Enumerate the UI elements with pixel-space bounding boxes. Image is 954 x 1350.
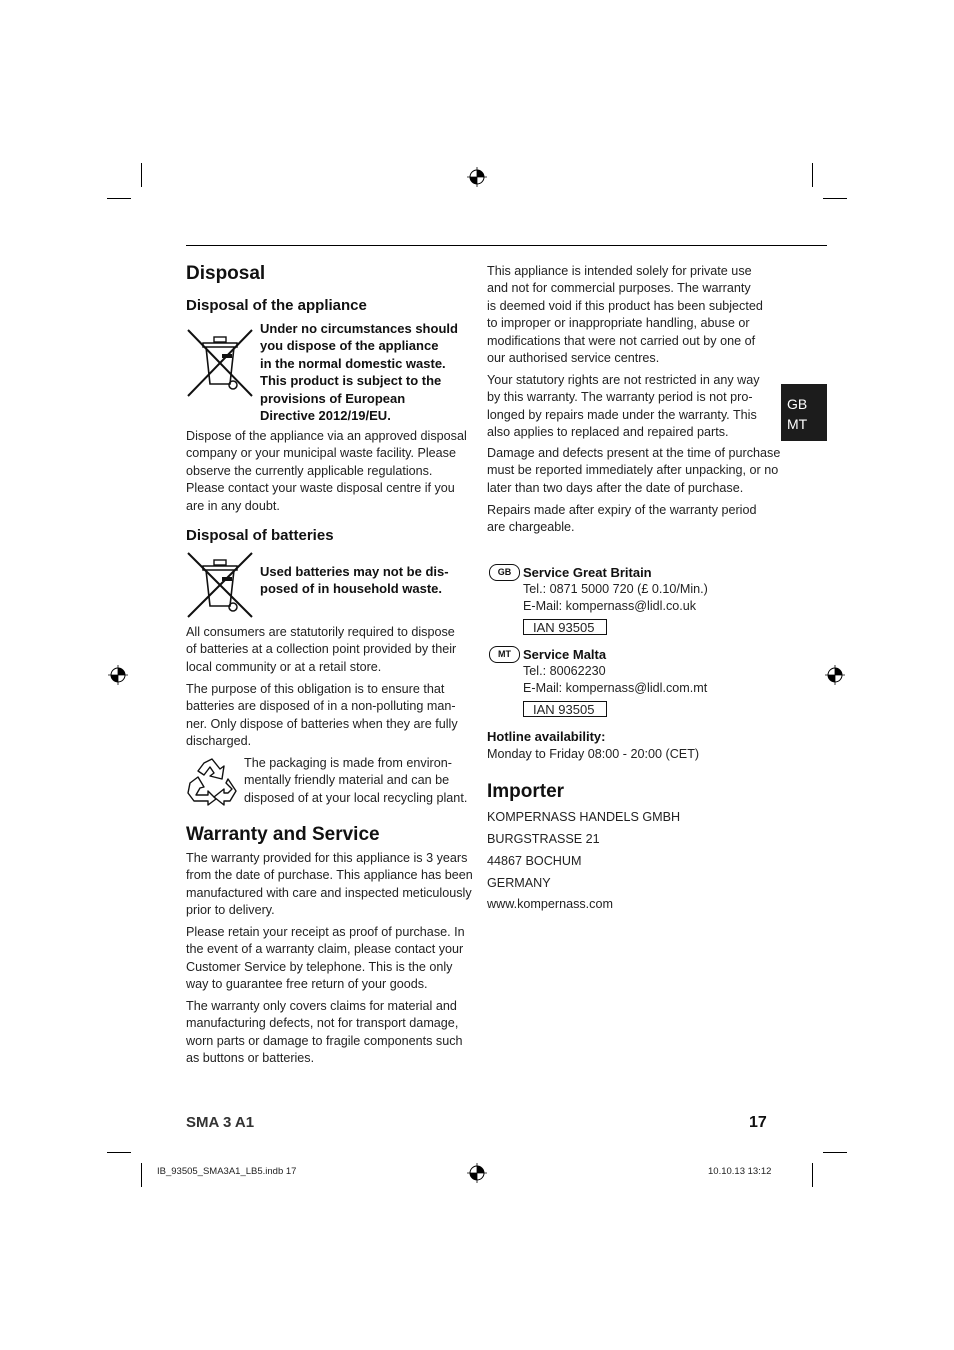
text-line: Your statutory rights are not restricted in any way bbox=[487, 373, 760, 387]
address-line: GERMANY bbox=[487, 876, 551, 890]
crop-mark bbox=[141, 1163, 142, 1187]
address-line: 44867 BOCHUM bbox=[487, 854, 582, 868]
service-gb-contact bbox=[523, 581, 708, 616]
service-mt-name: Service Malta bbox=[523, 647, 607, 662]
text-line: Please contact your waste disposal centre if you bbox=[186, 481, 455, 496]
warranty-text-2 bbox=[186, 924, 465, 994]
disposal-appliance-text bbox=[186, 428, 467, 515]
text-line: are in any doubt. bbox=[186, 498, 280, 513]
section-title-warranty: Warranty and Service bbox=[186, 824, 380, 845]
header-rule bbox=[186, 245, 827, 246]
text-line: mentally friendly material and can be bbox=[244, 773, 450, 788]
warning-line: posed of in household waste. bbox=[260, 581, 443, 597]
text-line: our authorised service centres. bbox=[487, 351, 660, 366]
text-line: This appliance is intended solely for private use bbox=[487, 264, 752, 278]
service-gb-email: E-Mail: kompernass@lidl.co.uk bbox=[523, 599, 697, 614]
text-line: manufactured with care and inspected meticulously bbox=[186, 885, 472, 900]
text-line: as buttons or batteries. bbox=[186, 1051, 315, 1066]
text-line: worn parts or damage to fragile components such bbox=[186, 1033, 463, 1048]
ian-box: IAN 93505 bbox=[523, 701, 607, 717]
text-line: prior to delivery. bbox=[186, 903, 275, 918]
service-mt-email: E-Mail: kompernass@lidl.com.mt bbox=[523, 681, 708, 696]
warning-line: in the normal domestic waste. bbox=[260, 355, 446, 371]
warning-batteries bbox=[260, 563, 449, 598]
text-line: Dispose of the appliance via an approved disposal bbox=[186, 429, 467, 443]
text-line: manufacturing defects, not for transport damage, bbox=[186, 1016, 459, 1031]
text-line: of batteries at a collection point provided by their bbox=[186, 642, 457, 657]
crop-mark bbox=[107, 198, 131, 199]
warranty-text-4 bbox=[487, 263, 763, 367]
warranty-text-3 bbox=[186, 998, 463, 1068]
text-line: The warranty only covers claims for material and bbox=[186, 999, 457, 1013]
text-line: Please retain your receipt as proof of purchase. In bbox=[186, 925, 465, 939]
crop-mark bbox=[812, 1163, 813, 1187]
crop-mark bbox=[812, 163, 813, 187]
warranty-text-7 bbox=[487, 502, 757, 537]
warning-line: This product is subject to the bbox=[260, 373, 442, 389]
text-line: also applies to replaced and repaired parts. bbox=[487, 425, 729, 440]
language-code: MT bbox=[787, 416, 808, 432]
ian-box: IAN 93505 bbox=[523, 619, 607, 635]
heading-disposal-appliance: Disposal of the appliance bbox=[186, 297, 367, 314]
service-gb-phone: Tel.: 0871 5000 720 (£ 0.10/Min.) bbox=[523, 582, 708, 596]
importer-website: www.kompernass.com bbox=[487, 897, 613, 911]
warranty-text-5 bbox=[487, 372, 760, 442]
text-line: by this warranty. The warranty period is not pro- bbox=[487, 390, 753, 405]
text-line: Repairs made after expiry of the warranty period bbox=[487, 503, 757, 517]
address-line: KOMPERNASS HANDELS GMBH bbox=[487, 810, 681, 824]
service-mt-contact bbox=[523, 663, 707, 698]
text-line: discharged. bbox=[186, 734, 252, 749]
registration-mark-icon bbox=[467, 167, 487, 187]
registration-mark-icon bbox=[467, 1163, 487, 1183]
warranty-text-6 bbox=[487, 445, 780, 497]
hotline-hours: Monday to Friday 08:00 - 20:00 (CET) bbox=[487, 747, 700, 761]
service-gb-name: Service Great Britain bbox=[523, 565, 652, 580]
text-line: way to guarantee free return of your goods. bbox=[186, 977, 428, 992]
crossed-bin-icon bbox=[186, 551, 254, 619]
text-line: is deemed void if this product has been subjected bbox=[487, 298, 763, 313]
language-code: GB bbox=[787, 396, 808, 412]
text-line: All consumers are statutorily required to dispose bbox=[186, 625, 455, 639]
crop-mark bbox=[107, 1152, 131, 1153]
text-line: batteries are disposed of in a non-polluting man- bbox=[186, 699, 456, 714]
country-badge-mt: MT bbox=[489, 646, 520, 663]
text-line: must be reported immediately after unpacking, or no bbox=[487, 463, 779, 478]
text-line: longed by repairs made under the warranty. This bbox=[487, 407, 757, 422]
warning-line: provisions of European bbox=[260, 390, 406, 406]
warranty-text-1 bbox=[186, 850, 473, 920]
text-line: and not for commercial purposes. The warranty bbox=[487, 281, 751, 296]
text-line: Customer Service by telephone. This is the only bbox=[186, 959, 453, 974]
address-line: BURGSTRASSE 21 bbox=[487, 832, 600, 846]
heading-disposal-batteries: Disposal of batteries bbox=[186, 527, 334, 544]
importer-address bbox=[487, 806, 680, 894]
registration-mark-icon bbox=[108, 665, 128, 685]
language-tab bbox=[781, 384, 827, 441]
text-line: later than two days after the date of purchase. bbox=[487, 480, 744, 495]
warning-line: Used batteries may not be dis- bbox=[260, 564, 449, 579]
text-line: Damage and defects present at the time of purchase bbox=[487, 446, 781, 460]
text-line: The packaging is made from environ- bbox=[244, 756, 452, 770]
text-line: ner. Only dispose of batteries when they are fully bbox=[186, 716, 458, 731]
crop-mark bbox=[823, 1152, 847, 1153]
service-mt-phone: Tel.: 80062230 bbox=[523, 664, 606, 678]
slug-date: 10.10.13 13:12 bbox=[708, 1166, 772, 1177]
country-badge-gb: GB bbox=[489, 564, 520, 581]
warning-appliance bbox=[260, 320, 458, 424]
recycling-icon bbox=[186, 757, 238, 807]
section-title-disposal: Disposal bbox=[186, 263, 266, 284]
registration-mark-icon bbox=[825, 665, 845, 685]
page-number: 17 bbox=[749, 1114, 767, 1131]
crop-mark bbox=[141, 163, 142, 187]
text-line: local community or at a retail store. bbox=[186, 659, 382, 674]
text-line: The warranty provided for this appliance is 3 years bbox=[186, 851, 468, 865]
hotline-label: Hotline availability: bbox=[487, 729, 606, 744]
text-line: are chargeable. bbox=[487, 520, 575, 535]
text-line: The purpose of this obligation is to ensure that bbox=[186, 682, 445, 696]
warning-line: you dispose of the appliance bbox=[260, 338, 439, 354]
text-line: company or your municipal waste facility. Please bbox=[186, 446, 456, 461]
warning-line: Under no circumstances should bbox=[260, 321, 458, 336]
packaging-text bbox=[244, 755, 467, 807]
text-line: disposed of at your local recycling plant. bbox=[244, 790, 468, 805]
crossed-bin-icon bbox=[186, 328, 254, 398]
section-title-importer: Importer bbox=[487, 781, 565, 802]
text-line: modifications that were not carried out by one of bbox=[487, 333, 756, 348]
warning-line: Directive 2012/19/EU. bbox=[260, 408, 391, 424]
text-line: to improper or inappropriate handling, abuse or bbox=[487, 316, 750, 331]
text-line: from the date of purchase. This appliance has been bbox=[186, 868, 473, 883]
text-line: the event of a warranty claim, please contact your bbox=[186, 942, 464, 957]
crop-mark bbox=[823, 198, 847, 199]
batteries-text-2 bbox=[186, 681, 458, 751]
batteries-text-1 bbox=[186, 624, 456, 676]
model-number: SMA 3 A1 bbox=[186, 1114, 255, 1131]
slug-file: IB_93505_SMA3A1_LB5.indb 17 bbox=[157, 1166, 297, 1177]
text-line: observe the currently applicable regulations. bbox=[186, 463, 433, 478]
